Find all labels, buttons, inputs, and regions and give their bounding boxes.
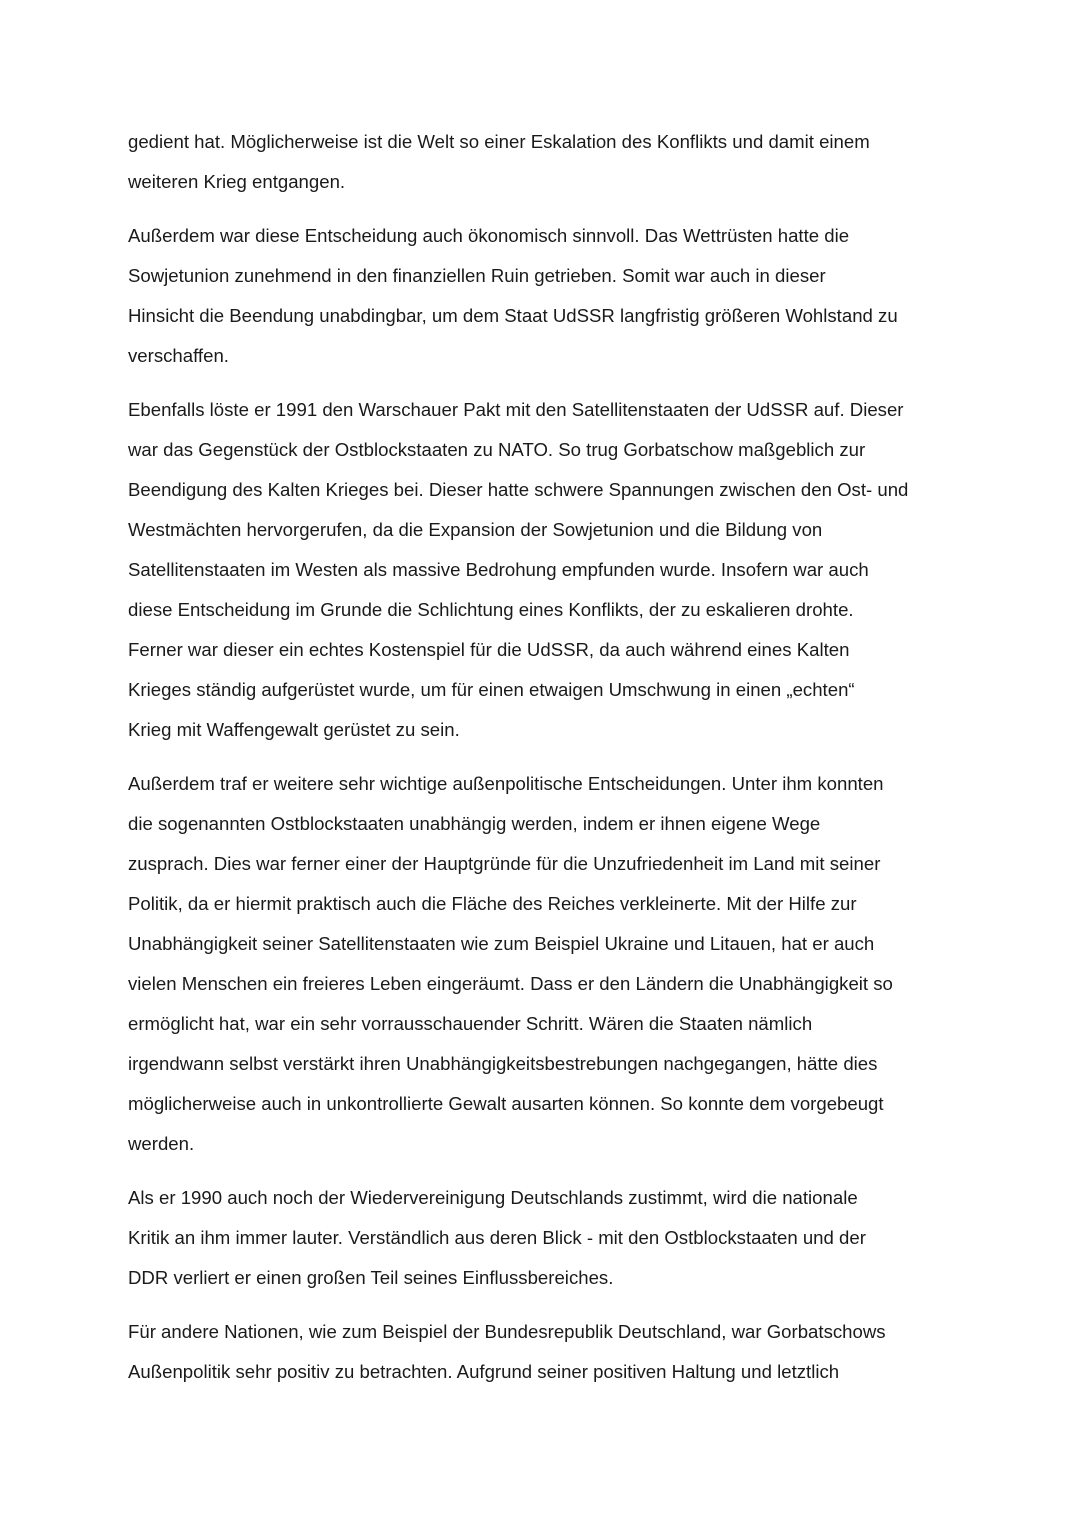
text-line: Westmächten hervorgerufen, da die Expansion der Sowjetunion und die Bildung von [128,519,823,540]
paragraph-3 [128,390,958,750]
text-line: Ferner war dieser ein echtes Kostenspiel für die UdSSR, da auch während eines Kalten [128,639,850,660]
text-line: Für andere Nationen, wie zum Beispiel der Bundesrepublik Deutschland, war Gorbatschows [128,1321,886,1342]
text-line: werden. [128,1133,195,1154]
text-line: Außerdem traf er weitere sehr wichtige außenpolitische Entscheidungen. Unter ihm konnten [128,773,884,794]
text-line: Außerdem war diese Entscheidung auch ökonomisch sinnvoll. Das Wettrüsten hatte die [128,225,850,246]
paragraph-5 [128,1178,958,1298]
text-line: Politik, da er hiermit praktisch auch die Fläche des Reiches verkleinerte. Mit der Hilfe zur [128,893,857,914]
text-line: Als er 1990 auch noch der Wiedervereinigung Deutschlands zustimmt, wird die nationale [128,1187,858,1208]
text-line: DDR verliert er einen großen Teil seines Einflussbereiches. [128,1267,614,1288]
text-line: weiteren Krieg entgangen. [128,171,346,192]
text-line: Hinsicht die Beendung unabdingbar, um dem Staat UdSSR langfristig größeren Wohlstand zu [128,305,898,326]
text-line: vielen Menschen ein freieres Leben eingeräumt. Dass er den Ländern die Unabhängigkeit so [128,973,893,994]
text-line: zusprach. Dies war ferner einer der Hauptgründe für die Unzufriedenheit im Land mit seiner [128,853,881,874]
paragraph-6 [128,1312,958,1392]
text-line: möglicherweise auch in unkontrollierte Gewalt ausarten können. So konnte dem vorgebeugt [128,1093,884,1114]
text-line: verschaffen. [128,345,229,366]
text-line: Unabhängigkeit seiner Satellitenstaaten wie zum Beispiel Ukraine und Litauen, hat er auch [128,933,875,954]
text-line: Sowjetunion zunehmend in den finanziellen Ruin getrieben. Somit war auch in dieser [128,265,826,286]
paragraph-2 [128,216,958,376]
text-line: Krieg mit Waffengewalt gerüstet zu sein. [128,719,460,740]
text-line: Ebenfalls löste er 1991 den Warschauer Pakt mit den Satellitenstaaten der UdSSR auf. Dieser [128,399,904,420]
text-line: ermöglicht hat, war ein sehr vorrausschauender Schritt. Wären die Staaten nämlich [128,1013,813,1034]
text-line: Satellitenstaaten im Westen als massive Bedrohung empfunden wurde. Insofern war auch [128,559,869,580]
text-line: Kritik an ihm immer lauter. Verständlich aus deren Blick - mit den Ostblockstaaten und der [128,1227,866,1248]
text-line: gedient hat. Möglicherweise ist die Welt so einer Eskalation des Konflikts und damit einem [128,131,870,152]
text-line: die sogenannten Ostblockstaaten unabhängig werden, indem er ihnen eigene Wege [128,813,821,834]
text-line: diese Entscheidung im Grunde die Schlichtung eines Konflikts, der zu eskalieren drohte. [128,599,854,620]
paragraph-1 [128,122,958,202]
text-line: Außenpolitik sehr positiv zu betrachten. Aufgrund seiner positiven Haltung und letztlich [128,1361,840,1382]
text-line: irgendwann selbst verstärkt ihren Unabhängigkeitsbestrebungen nachgegangen, hätte dies [128,1053,878,1074]
text-line: war das Gegenstück der Ostblockstaaten zu NATO. So trug Gorbatschow maßgeblich zur [128,439,866,460]
paragraph-4 [128,764,958,1164]
document-body [128,122,958,1406]
text-line: Beendigung des Kalten Krieges bei. Dieser hatte schwere Spannungen zwischen den Ost- und [128,479,909,500]
text-line: Krieges ständig aufgerüstet wurde, um für einen etwaigen Umschwung in einen „echten“ [128,679,855,700]
